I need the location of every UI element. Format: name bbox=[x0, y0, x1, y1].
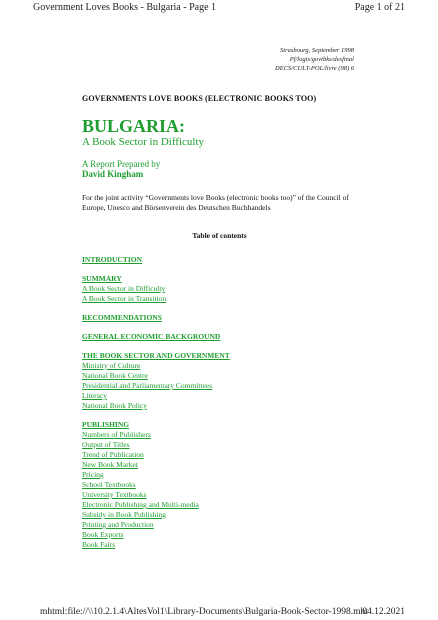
toc-item-link[interactable]: Literacy bbox=[82, 391, 107, 400]
toc-item-link[interactable]: Book Exports bbox=[82, 530, 124, 539]
document-meta bbox=[275, 46, 354, 73]
toc-group-introduction bbox=[82, 255, 372, 265]
toc-section-link[interactable]: RECOMMENDATIONS bbox=[82, 313, 162, 322]
toc-section-link[interactable]: THE BOOK SECTOR AND GOVERNMENT bbox=[82, 351, 230, 360]
toc-group-economic-background bbox=[82, 332, 372, 342]
country-heading: BULGARIA: bbox=[82, 116, 186, 136]
toc-group-book-sector-government bbox=[82, 351, 372, 411]
toc-section-link[interactable]: INTRODUCTION bbox=[82, 255, 143, 264]
toc-item-link[interactable]: Book Fairs bbox=[82, 540, 116, 549]
toc-item-link[interactable]: New Book Market bbox=[82, 460, 138, 469]
author-name: David Kingham bbox=[82, 169, 144, 179]
toc-item-link[interactable]: Trend of Publication bbox=[82, 450, 144, 459]
toc-item-link[interactable]: A Book Sector in Difficulty bbox=[82, 284, 166, 293]
toc-item-link[interactable]: National Book Centre bbox=[82, 371, 148, 380]
toc-heading: Table of contents bbox=[192, 231, 247, 240]
toc-group-publishing bbox=[82, 420, 372, 550]
prepared-by-label: A Report Prepared by bbox=[82, 159, 161, 169]
meta-doc-code: DECS/CULT-POL/livre (98) 6 bbox=[275, 65, 354, 72]
toc-section-link[interactable]: GENERAL ECONOMIC BACKGROUND bbox=[82, 332, 221, 341]
toc-group-recommendations bbox=[82, 313, 372, 323]
print-header-page: Page 1 of 21 bbox=[354, 2, 405, 13]
toc-item-link[interactable]: Numbers of Publishers bbox=[82, 430, 151, 439]
meta-file-ref: Pf/logis/govtbks/desfinal bbox=[289, 56, 354, 63]
document-body bbox=[82, 94, 372, 559]
print-header-title: Government Loves Books - Bulgaria - Page 1 bbox=[33, 2, 217, 13]
toc-item-link[interactable]: University Textbooks bbox=[82, 490, 147, 499]
toc-group-summary bbox=[82, 274, 372, 304]
table-of-contents bbox=[82, 255, 372, 550]
toc-item-link[interactable]: Electronic Publishing and Multi-media bbox=[82, 500, 199, 509]
print-footer-path: mhtml:file://\\10.2.1.4\AltesVol1\Library-Documents\Bulgaria-Book-Sector-1998.mht bbox=[40, 607, 368, 617]
toc-section-link[interactable]: PUBLISHING bbox=[82, 420, 130, 429]
toc-item-link[interactable]: Subsidy in Book Publishing bbox=[82, 510, 166, 519]
report-subtitle: A Book Sector in Difficulty bbox=[82, 136, 205, 148]
print-footer-date: 04.12.2021 bbox=[362, 607, 405, 617]
toc-item-link[interactable]: Output of Titles bbox=[82, 440, 130, 449]
toc-item-link[interactable]: National Book Policy bbox=[82, 401, 147, 410]
toc-item-link[interactable]: Ministry of Culture bbox=[82, 361, 141, 370]
toc-section-link[interactable]: SUMMARY bbox=[82, 274, 122, 283]
intro-paragraph: For the joint activity “Governments love Books (electronic books too)” of the Council of Europe, Unesco and Börsenverein des Deutschen Buchhandels bbox=[82, 193, 349, 212]
toc-item-link[interactable]: Printing and Production bbox=[82, 520, 154, 529]
toc-item-link[interactable]: Presidential and Parliamentary Committees bbox=[82, 381, 213, 390]
document-title: GOVERNMENTS LOVE BOOKS (ELECTRONIC BOOKS TOO) bbox=[82, 94, 317, 103]
toc-item-link[interactable]: School Textbooks bbox=[82, 480, 136, 489]
toc-item-link[interactable]: Pricing bbox=[82, 470, 104, 479]
meta-place-date: Strasbourg, September 1998 bbox=[280, 47, 354, 54]
toc-item-link[interactable]: A Book Sector in Transition bbox=[82, 294, 167, 303]
